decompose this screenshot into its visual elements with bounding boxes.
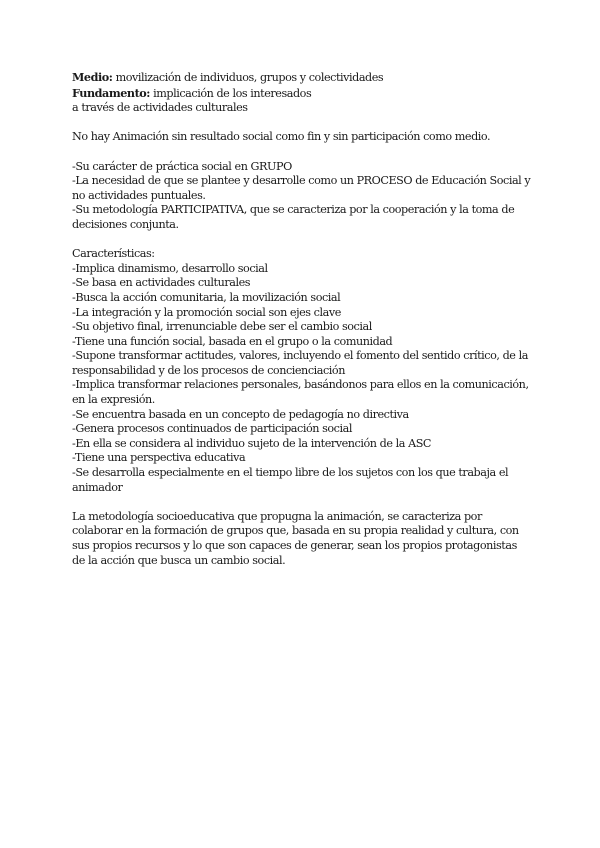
fundamento-continuation: a través de actividades culturales [72, 101, 248, 115]
feature-item: -Implica dinamismo, desarrollo social [72, 261, 268, 275]
feature-item: -La integración y la promoción social son ejes clave [72, 305, 341, 319]
features-title: Características: [72, 247, 155, 261]
fundamento-text: implicación de los interesados [149, 86, 312, 100]
main-statement: No hay Animación sin resultado social como fin y sin participación como medio. [72, 130, 491, 144]
medio-label: Medio: [72, 70, 113, 84]
feature-item: -Tiene una perspectiva educativa [72, 451, 246, 465]
document-page [72, 70, 532, 568]
feature-item: -Tiene una función social, basada en el grupo o la comunidad [72, 334, 393, 348]
feature-item: -Busca la acción comunitaria, la movilización social [72, 290, 341, 304]
feature-item: -Implica transformar relaciones personales, basándonos para ellos en la comunicación, en la expresión. [72, 378, 529, 407]
key-point: -Su carácter de práctica social en GRUPO [72, 159, 292, 173]
conclusion-paragraph: La metodología socioeducativa que propugna la animación, se caracteriza por colaborar en la formación de grupos que, basada en su propia realidad y cultura, con sus propios recursos y lo que son capaces de generar, sean los propios protagonistas de la acción que busca un cambio social. [72, 509, 519, 567]
key-point: -Su metodología PARTICIPATIVA, que se caracteriza por la cooperación y la toma de decisiones conjunta. [72, 203, 515, 231]
medio-line [72, 70, 532, 86]
features-list [72, 262, 532, 496]
key-point: -La necesidad de que se plantee y desarrolle como un PROCESO de Educación Social y no actividades puntuales. [72, 174, 531, 202]
feature-item: -Se desarrolla especialmente en el tiempo libre de los sujetos con los que trabaja el animador [72, 466, 509, 494]
feature-item: -Se basa en actividades culturales [72, 276, 251, 290]
feature-item: -Su objetivo final, irrenunciable debe ser el cambio social [72, 320, 372, 334]
feature-item: -Genera procesos continuados de participación social [72, 422, 352, 436]
feature-item: -Supone transformar actitudes, valores, incluyendo el fomento del sentido crítico, de la responsabilidad y de los procesos de concienciación [72, 349, 528, 377]
feature-item: -En ella se considera al individuo sujeto de la intervención de la ASC [72, 436, 432, 450]
fundamento-line [72, 86, 532, 102]
feature-item: -Se encuentra basada en un concepto de pedagogía no directiva [72, 407, 409, 421]
medio-text: movilización de individuos, grupos y colectividades [112, 71, 384, 84]
key-points-list [72, 160, 532, 233]
fundamento-label: Fundamento: [72, 85, 150, 100]
